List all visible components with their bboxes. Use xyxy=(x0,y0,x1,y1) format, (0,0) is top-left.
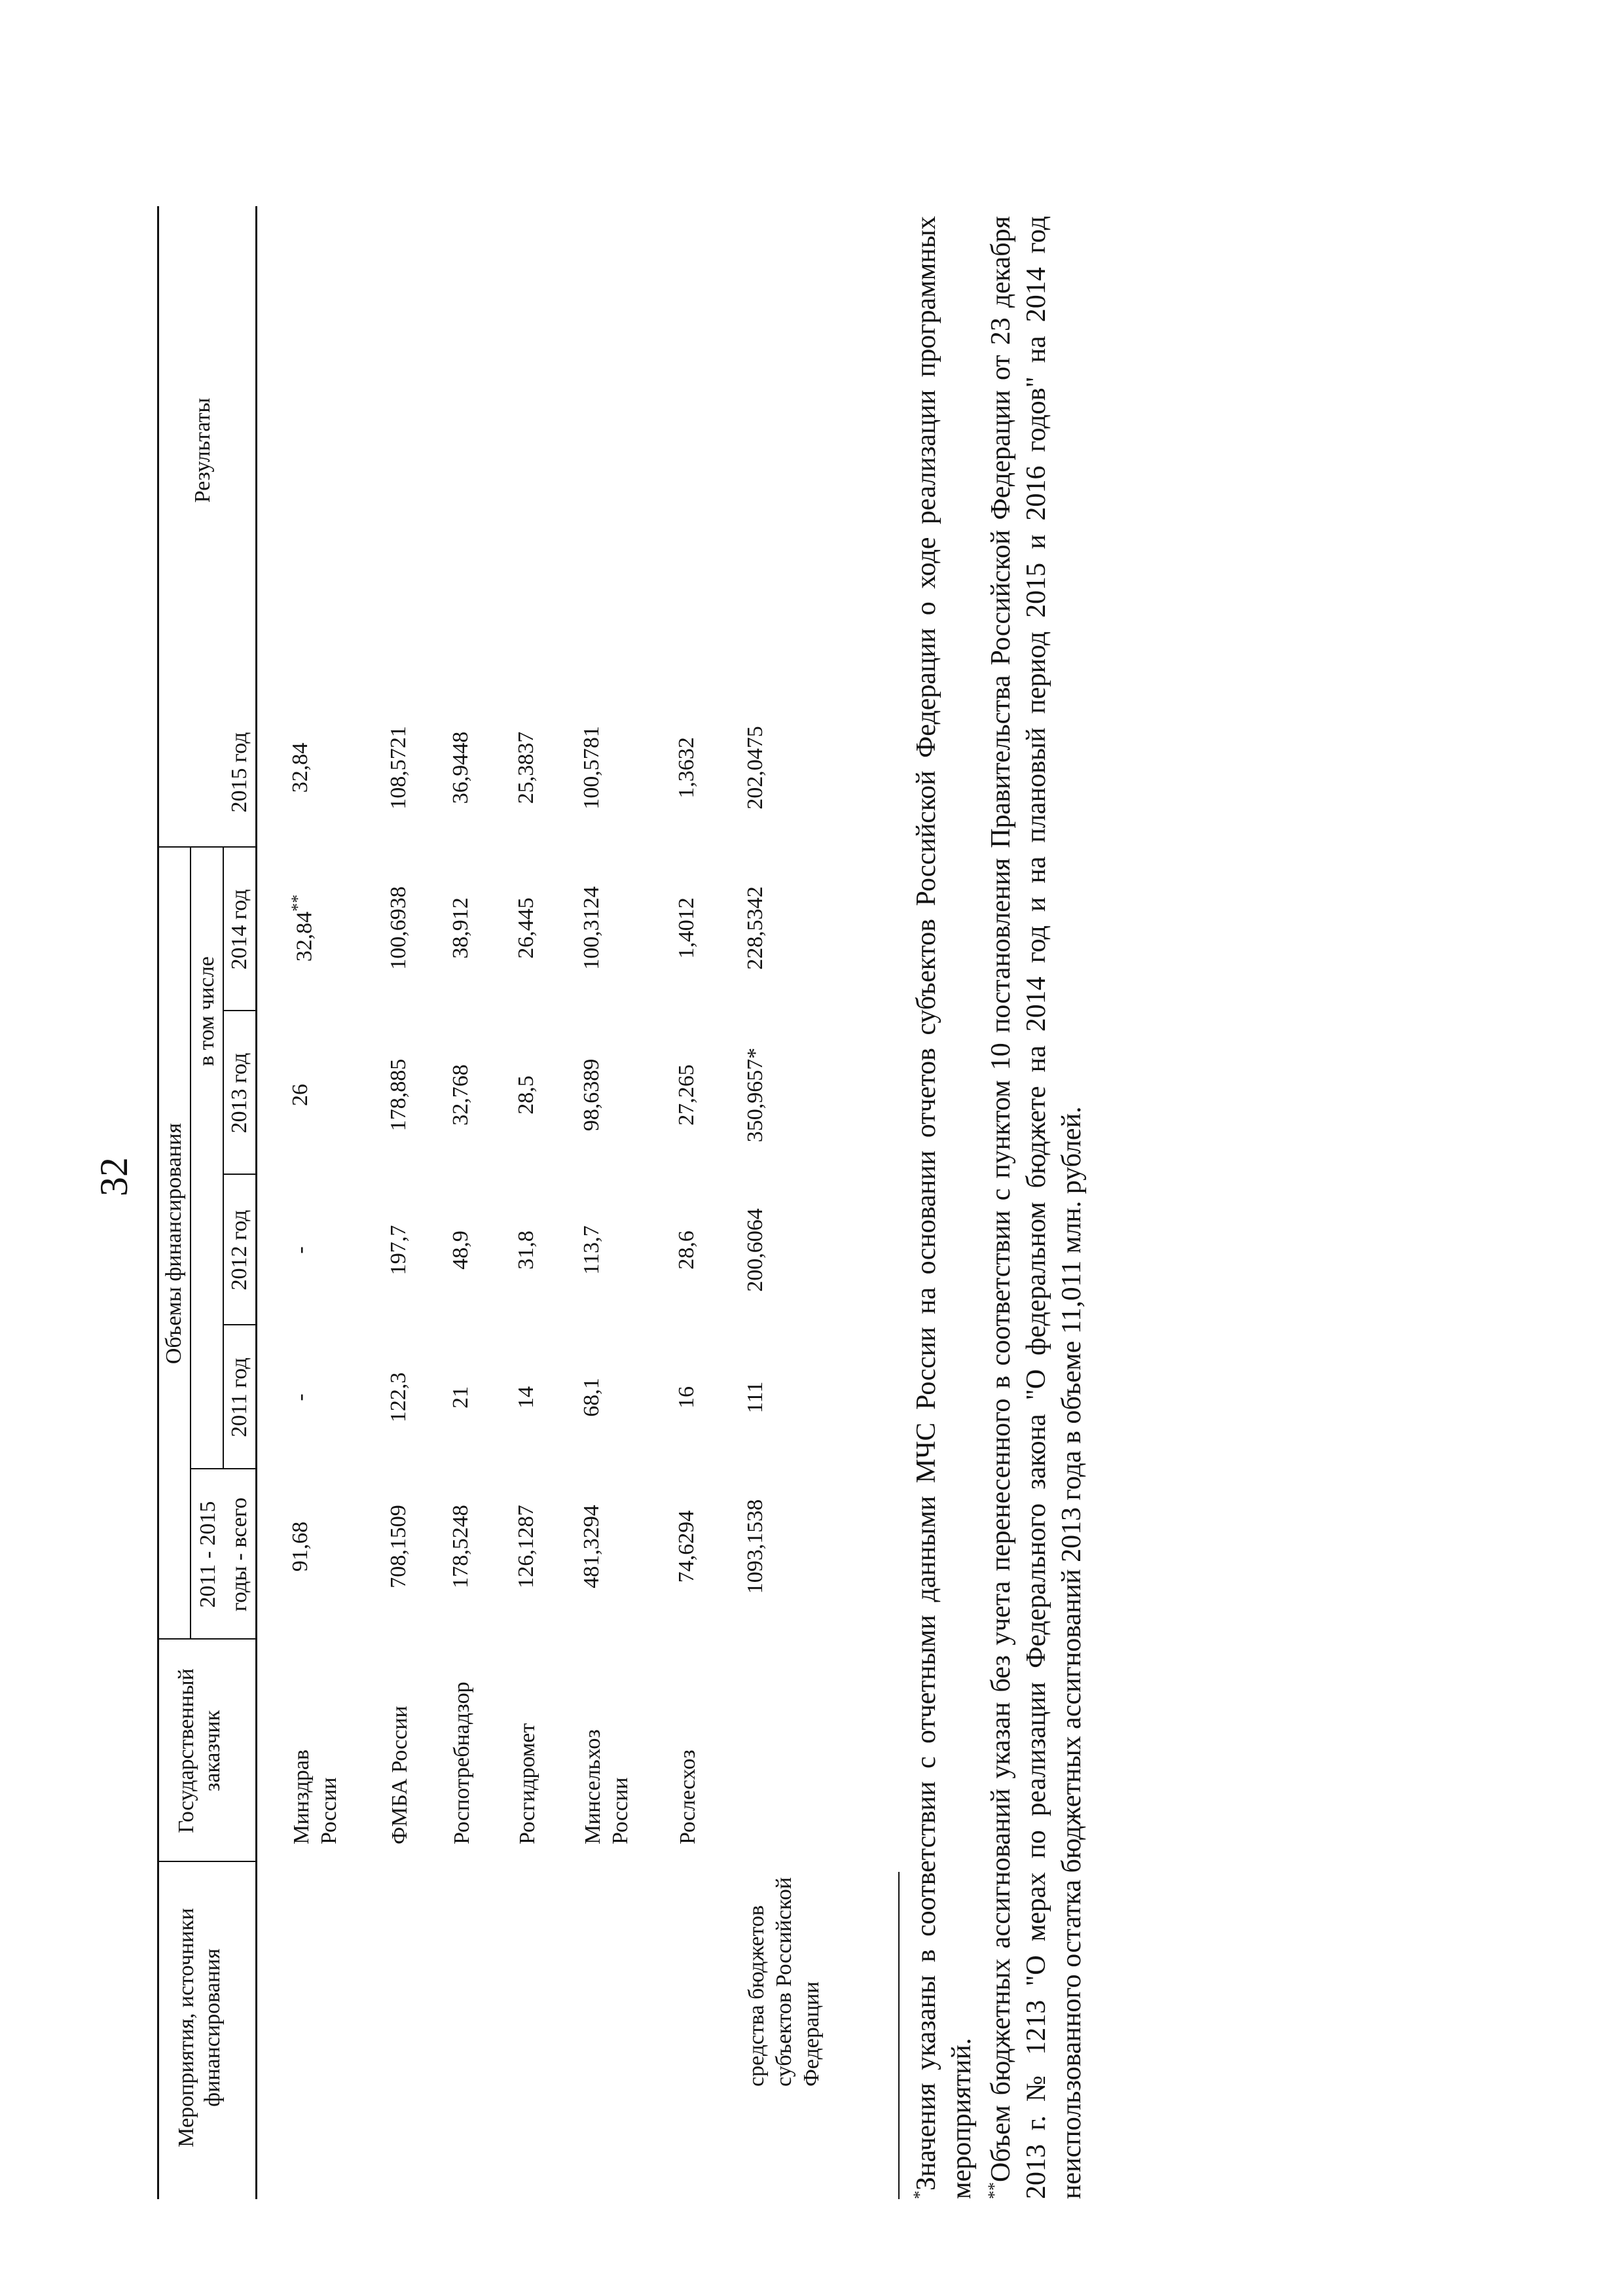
header-year-2014: 2014 год xyxy=(227,889,251,970)
cell-total: 481,3294 xyxy=(579,1505,604,1588)
cell-total: 178,5248 xyxy=(448,1505,473,1588)
cell-2011: 21 xyxy=(448,1386,473,1408)
footnote-2-text: Объем бюджетных ассигнований указан без учета перенесенного в соответствии с пунктом 10 постановления Правительства Российской Федерации от 23 декабря 2013 г. № 1213 "О мерах по реализации Федерального закона "О федеральном бюджете на 2014 год и на плановый период 2015 и 2016 годов" на 2014 год неиспользованного остатка бюджетных ассигнований 2013 года в объеме 11,011 млн. рублей. xyxy=(986,216,1087,2199)
cell-2012: 28,6 xyxy=(674,1230,699,1270)
cell-2014: 100,6938 xyxy=(386,886,410,970)
cell-total: 126,1287 xyxy=(514,1505,538,1588)
header-results: Результаты xyxy=(191,397,215,503)
cell-2011: 68,1 xyxy=(579,1378,604,1417)
cell-2013: 350,9657* xyxy=(743,1047,767,1143)
header-bottom-rule xyxy=(255,206,257,2199)
header-year-2012: 2012 год xyxy=(227,1210,251,1291)
footnote-1 xyxy=(902,216,979,2199)
header-total-top: 2011 - 2015 xyxy=(196,1501,220,1608)
cell-2013: 32,768 xyxy=(448,1064,473,1126)
header-subrule xyxy=(190,848,191,1640)
cell-2012: 200,6064 xyxy=(743,1208,767,1292)
cell-2014: 38,912 xyxy=(448,897,473,959)
cell-2011: 111 xyxy=(743,1381,767,1414)
cell-2014: 1,4012 xyxy=(674,897,699,959)
cell-2015: 202,0475 xyxy=(743,726,767,810)
row-activity: средства бюджетов субъектов Российской Федерации xyxy=(744,1877,824,2087)
cell-2011: 122,3 xyxy=(386,1372,410,1423)
cell-2014: 100,3124 xyxy=(579,886,604,970)
cell-2012: 113,7 xyxy=(579,1225,604,1275)
cell-2015: 25,3837 xyxy=(514,731,538,804)
header-including: в том числе xyxy=(194,956,219,1066)
cell-total: 91,68 xyxy=(288,1521,312,1572)
cell-2014: 228,5342 xyxy=(743,886,767,970)
cell-2012: 197,7 xyxy=(386,1225,410,1276)
cell-total: 1093,1538 xyxy=(743,1499,767,1594)
row-customer: ФМБА России xyxy=(388,1706,412,1844)
row-customer: Минсельхоз России xyxy=(581,1729,632,1844)
cell-2012: - xyxy=(288,1246,312,1254)
cell-2013: 178,885 xyxy=(386,1058,410,1132)
cell-2015: 1,3632 xyxy=(674,737,699,798)
cell-2011: 16 xyxy=(674,1386,699,1408)
cell-2015: 36,9448 xyxy=(448,731,473,804)
header-subrule xyxy=(223,848,224,1469)
cell-2015: 32,84 xyxy=(288,742,312,793)
row-customer: Рослесхоз xyxy=(676,1749,700,1844)
header-customer: Государственный заказчик xyxy=(174,1668,225,1833)
header-divider xyxy=(157,1638,255,1640)
footnote-1-text: Значения указаны в соответствии с отчетными данными МЧС России на основании отчетов субъектов Российской Федерации о ходе реализации программных мероприятий. xyxy=(911,216,977,2199)
footnote-rule xyxy=(898,1872,900,2199)
cell-2013: 27,265 xyxy=(674,1064,699,1126)
footnote-2 xyxy=(977,216,1089,2199)
table-top-rule xyxy=(157,206,159,2199)
footnote-1-mark: * xyxy=(910,2191,929,2199)
cell-2011: 14 xyxy=(514,1386,538,1408)
header-year-2015: 2015 год xyxy=(227,732,251,813)
cell-2015: 108,5721 xyxy=(386,726,410,810)
cell-total: 74,6294 xyxy=(674,1510,699,1583)
row-customer: Роспотребнадзор xyxy=(450,1681,474,1844)
header-total-bottom: годы - всего xyxy=(227,1497,251,1612)
cell-2014: 26,445 xyxy=(514,897,538,959)
cell-2012: 48,9 xyxy=(448,1230,473,1270)
header-activity: Мероприятия, источники финансирования xyxy=(174,1908,225,2147)
cell-2013: 98,6389 xyxy=(579,1058,604,1132)
header-year-2013: 2013 год xyxy=(227,1052,251,1134)
footnote-2-mark: ** xyxy=(985,2182,1004,2199)
row-customer: Росгидромет xyxy=(515,1723,539,1844)
cell-2012: 31,8 xyxy=(514,1230,538,1270)
header-divider xyxy=(157,1861,255,1862)
cell-2013: 28,5 xyxy=(514,1075,538,1115)
cell-2015: 100,5781 xyxy=(579,726,604,810)
cell-2011: - xyxy=(288,1393,312,1401)
footnote-mark: ** xyxy=(288,894,307,912)
cell-2014: 32,84** xyxy=(288,894,317,962)
page-number: 32 xyxy=(92,1157,136,1196)
row-customer: Минздрав России xyxy=(289,1749,341,1844)
cell-total: 708,1509 xyxy=(386,1505,410,1588)
header-funding: Объемы финансирования xyxy=(162,1122,186,1365)
header-year-2011: 2011 год xyxy=(227,1357,251,1437)
cell-2013: 26 xyxy=(288,1084,312,1106)
